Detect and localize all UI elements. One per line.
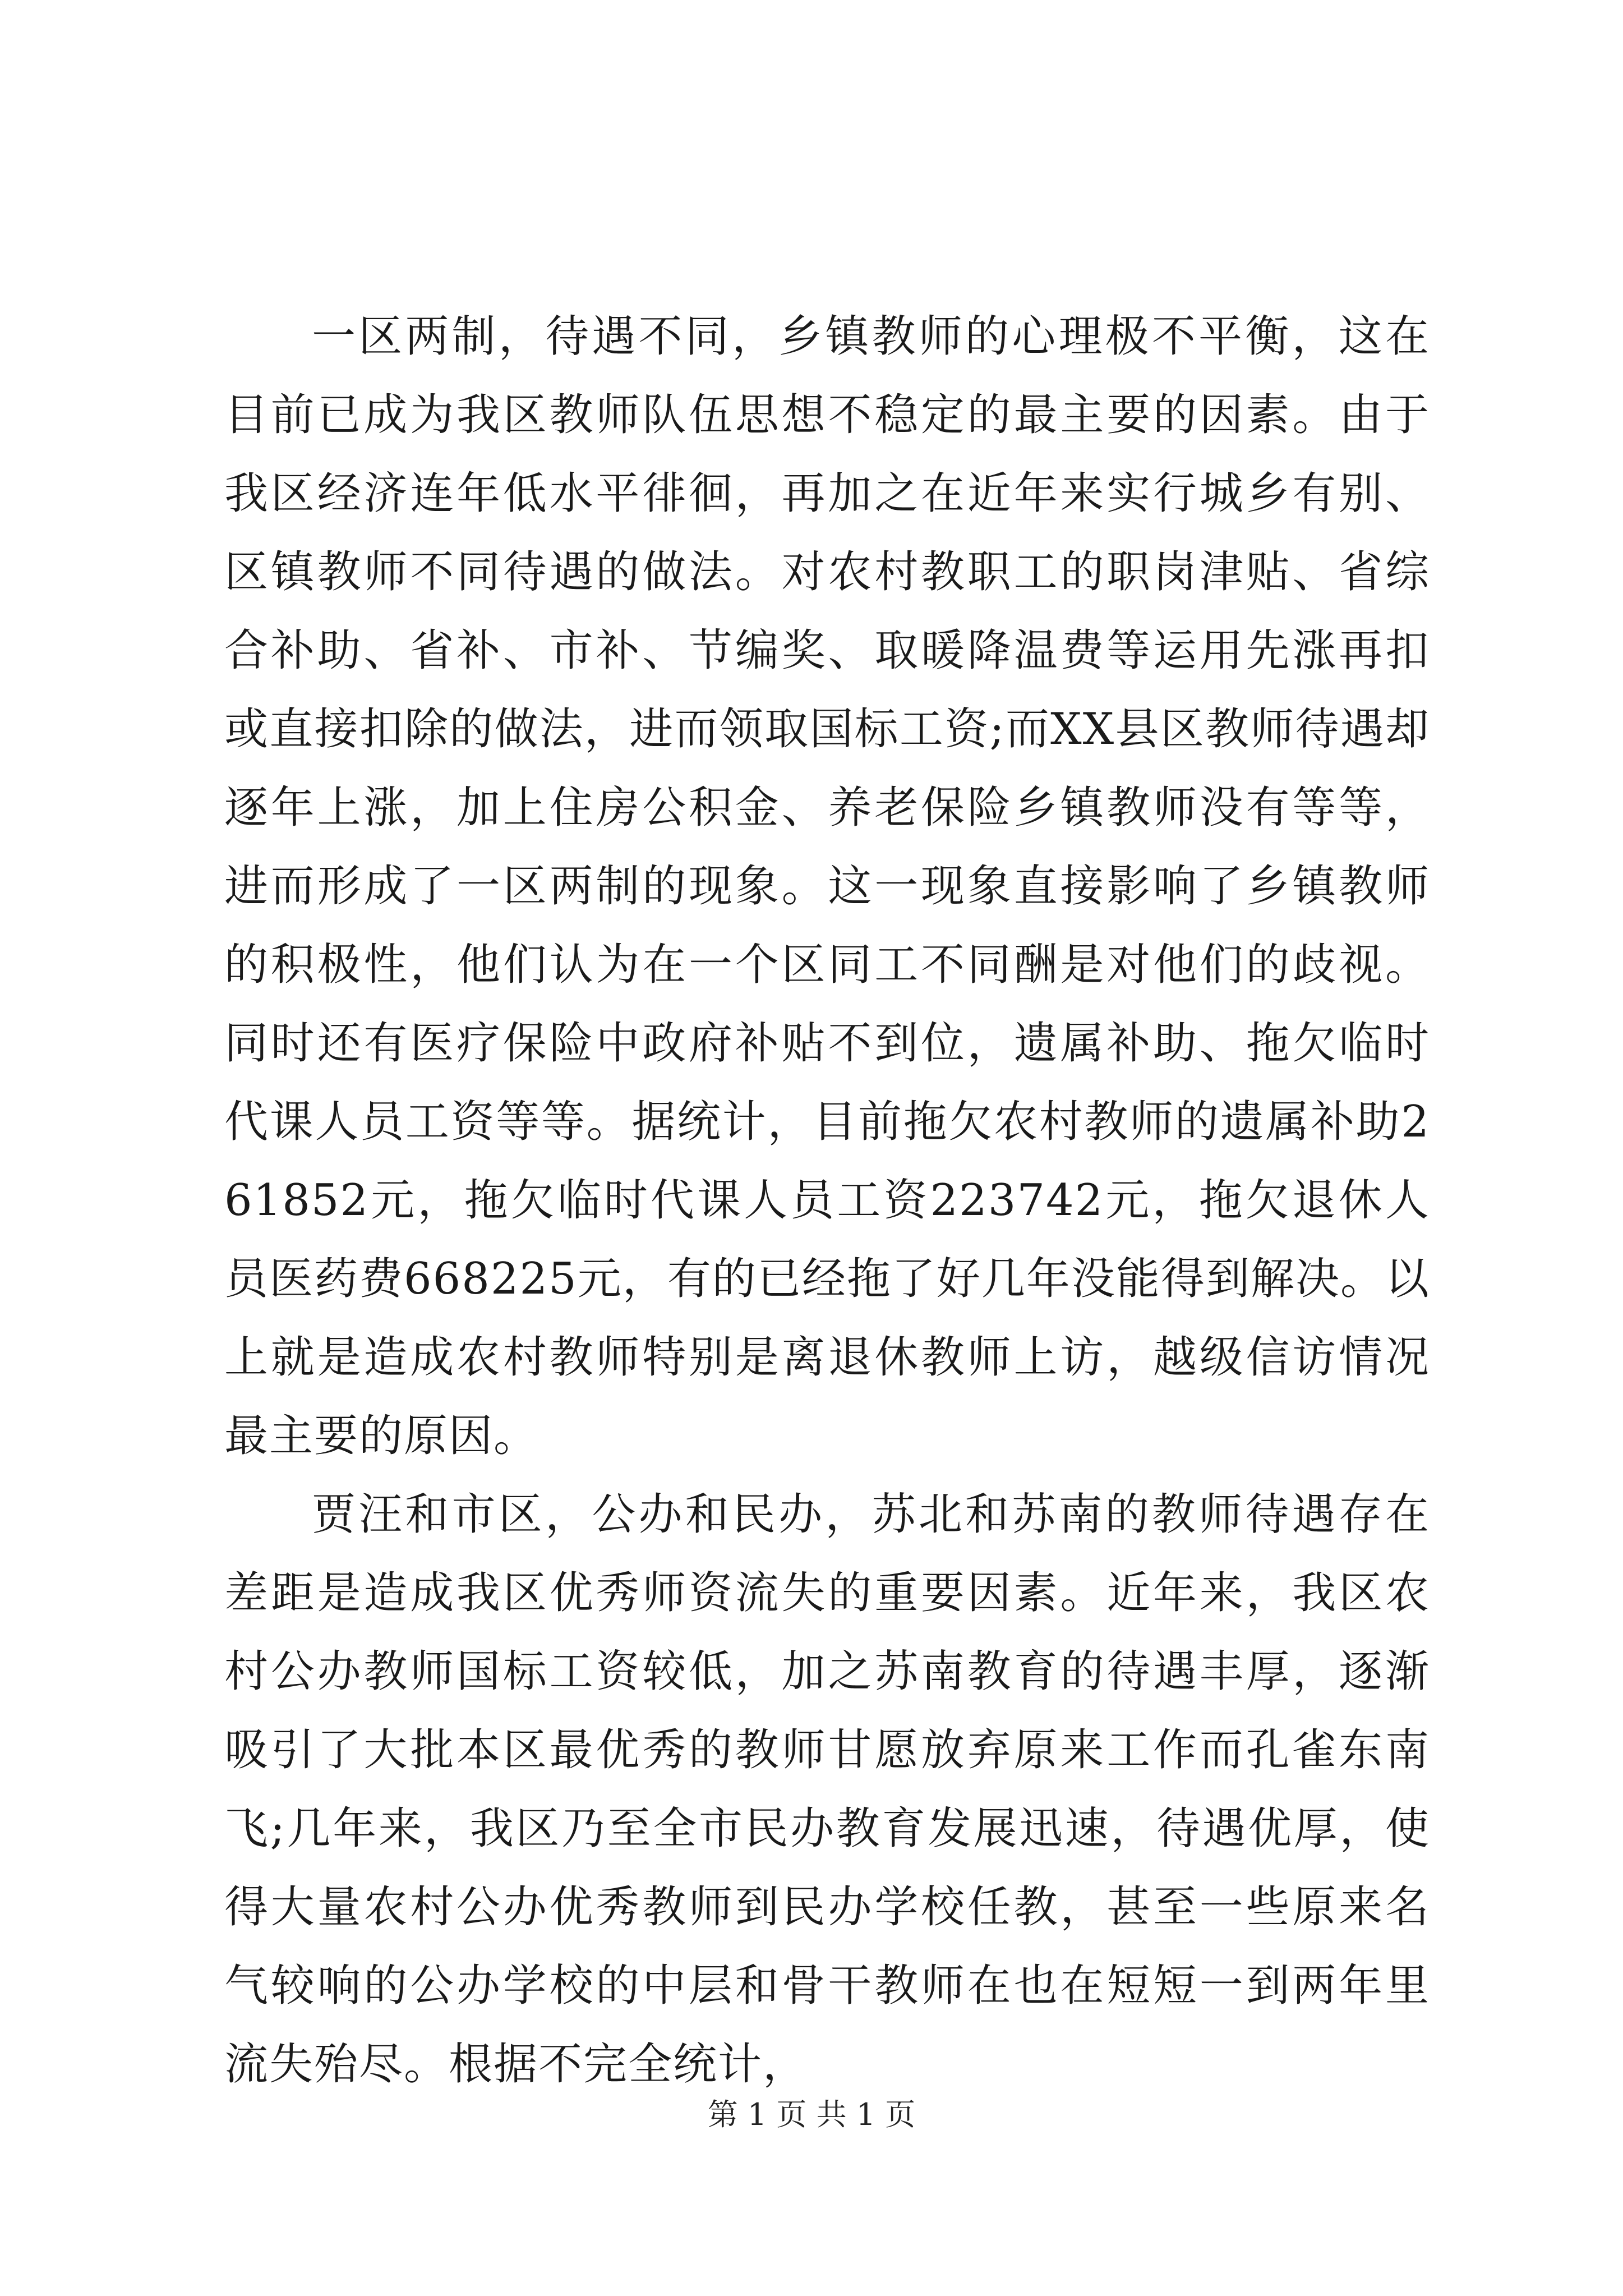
paragraph-1: 一区两制，待遇不同，乡镇教师的心理极不平衡，这在目前已成为我区教师队伍思想不稳定的最主要的因素。由于我区经济连年低水平徘徊，再加之在近年来实行城乡有别、区镇教师不同待遇的做法。对农村教职工的职岗津贴、省综合补助、省补、市补、节编奖、取暖降温费等运用先涨再扣或直接扣除的做法，进而领取国标工资;而XX县区教师待遇却逐年上涨，加上住房公积金、养老保险乡镇教师没有等等，进而形成了一区两制的现象。这一现象直接影响了乡镇教师的积极性，他们认为在一个区同工不同酬是对他们的歧视。同时还有医疗保险中政府补贴不到位，遗属补助、拖欠临时代课人员工资等等。据统计，目前拖欠农村教师的遗属补助261852元，拖欠临时代课人员工资223742元，拖欠退休人员医药费668225元，有的已经拖了好几年没能得到解决。以上就是造成农村教师特别是离退休教师上访，越级信访情况最主要的原因。 [224,311,1430,1461]
document-body [224,297,1430,2104]
paragraph-2: 贾汪和市区，公办和民办，苏北和苏南的教师待遇存在差距是造成我区优秀师资流失的重要因素。近年来，我区农村公办教师国标工资较低，加之苏南教育的待遇丰厚，逐渐吸引了大批本区最优秀的教师甘愿放弃原来工作而孔雀东南飞;几年来，我区乃至全市民办教育发展迅速，待遇优厚，使得大量农村公办优秀教师到民办学校任教，甚至一些原来名气较响的公办学校的中层和骨干教师在也在短短一到两年里流失殆尽。根据不完全统计， [224,1489,1430,2090]
page-footer: 第 1 页 共 1 页 [707,2097,916,2132]
